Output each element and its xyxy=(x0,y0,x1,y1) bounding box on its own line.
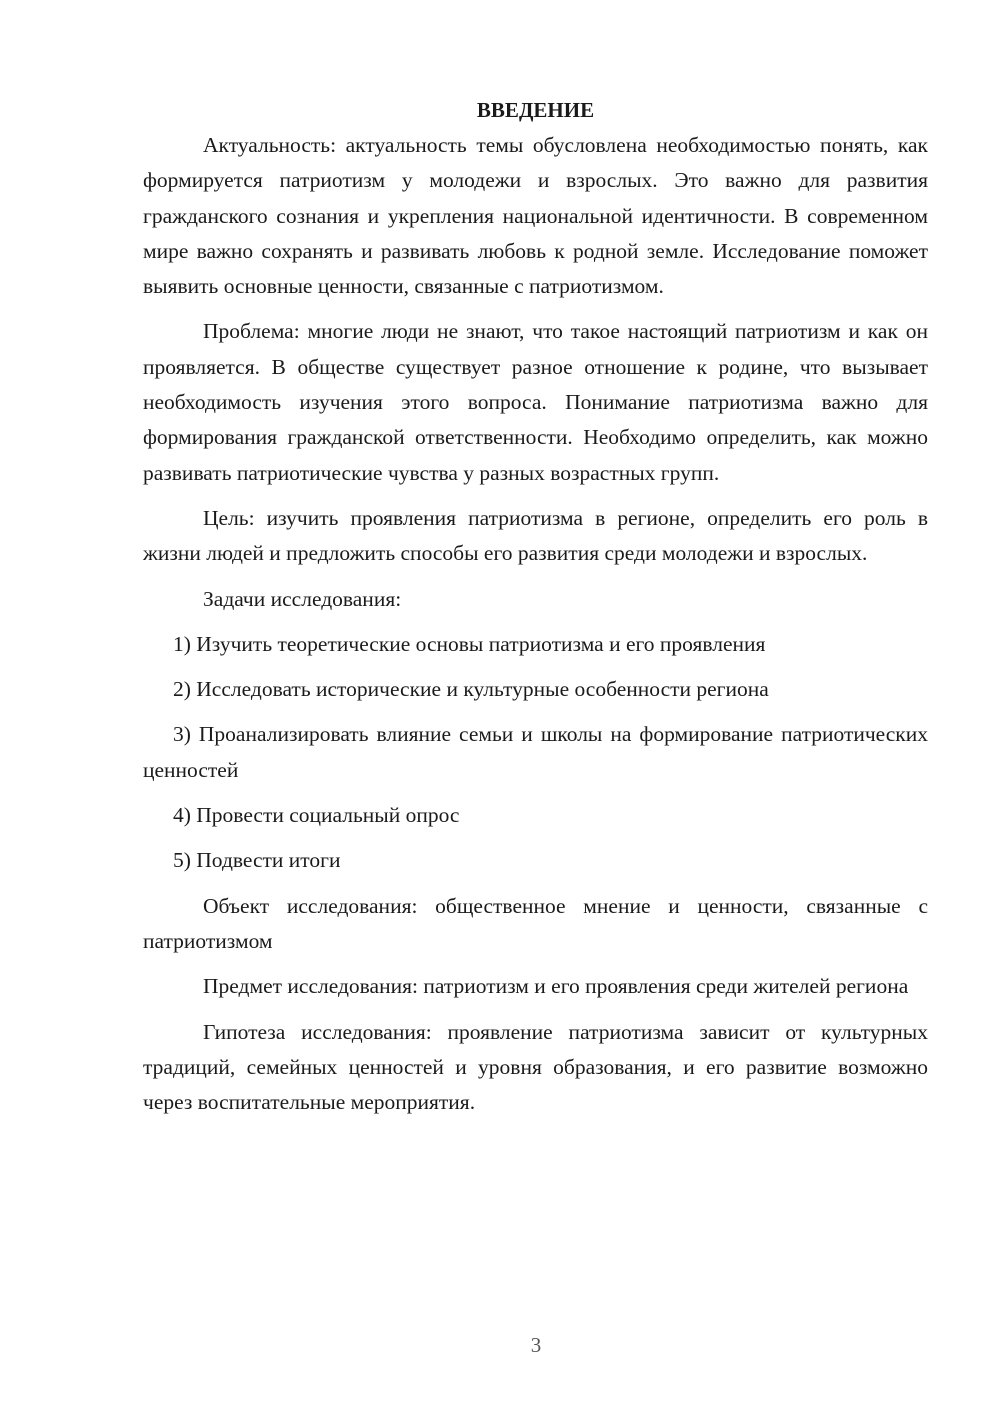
subject-paragraph: Предмет исследования: патриотизм и его проявления среди жителей региона xyxy=(203,974,909,999)
page-number: 3 xyxy=(530,1333,542,1357)
task-item-4: 4) Провести социальный опрос xyxy=(173,803,460,828)
tasks-title: Задачи исследования: xyxy=(203,586,402,611)
task-item-2: 2) Исследовать исторические и культурные особенности региона xyxy=(173,677,769,702)
hypothesis-paragraph: Гипотеза исследования: проявление патриотизма зависит от культурных традиций, семейных ценностей и уровня образования, и его развитие возможно через воспитательные мероприятия. xyxy=(143,1019,928,1115)
object-paragraph: Объект исследования: общественное мнение и ценности, связанные с патриотизмом xyxy=(143,893,928,953)
task-item-5: 5) Подвести итоги xyxy=(173,848,341,873)
relevance-paragraph: Актуальность: актуальность темы обусловлена необходимостью понять, как формируется патриотизм у молодежи и взрослых. Это важно для развития гражданского сознания и укрепления национальной идентичности. В современном мире важно сохранять и развивать любовь к родной земле. Исследование поможет выявить основные ценности, связанные с патриотизмом. xyxy=(143,133,928,299)
task-item-3: 3) Проанализировать влияние семьи и школы на формирование патриотических ценностей xyxy=(143,722,928,782)
goal-paragraph: Цель: изучить проявления патриотизма в регионе, определить его роль в жизни людей и предложить способы его развития среди молодежи и взрослых. xyxy=(143,505,928,566)
task-item-1: 1) Изучить теоретические основы патриотизма и его проявления xyxy=(173,631,766,656)
document-page xyxy=(143,92,928,1130)
problem-paragraph: Проблема: многие люди не знают, что такое настоящий патриотизм и как он проявляется. В обществе существует разное отношение к родине, что вызывает необходимость изучения этого вопроса. Понимание патриотизма важно для формирования гражданской ответственности. Необходимо определить, как можно развивать патриотические чувства у разных возрастных групп. xyxy=(143,319,928,485)
page-title: ВВЕДЕНИЕ xyxy=(476,98,595,122)
